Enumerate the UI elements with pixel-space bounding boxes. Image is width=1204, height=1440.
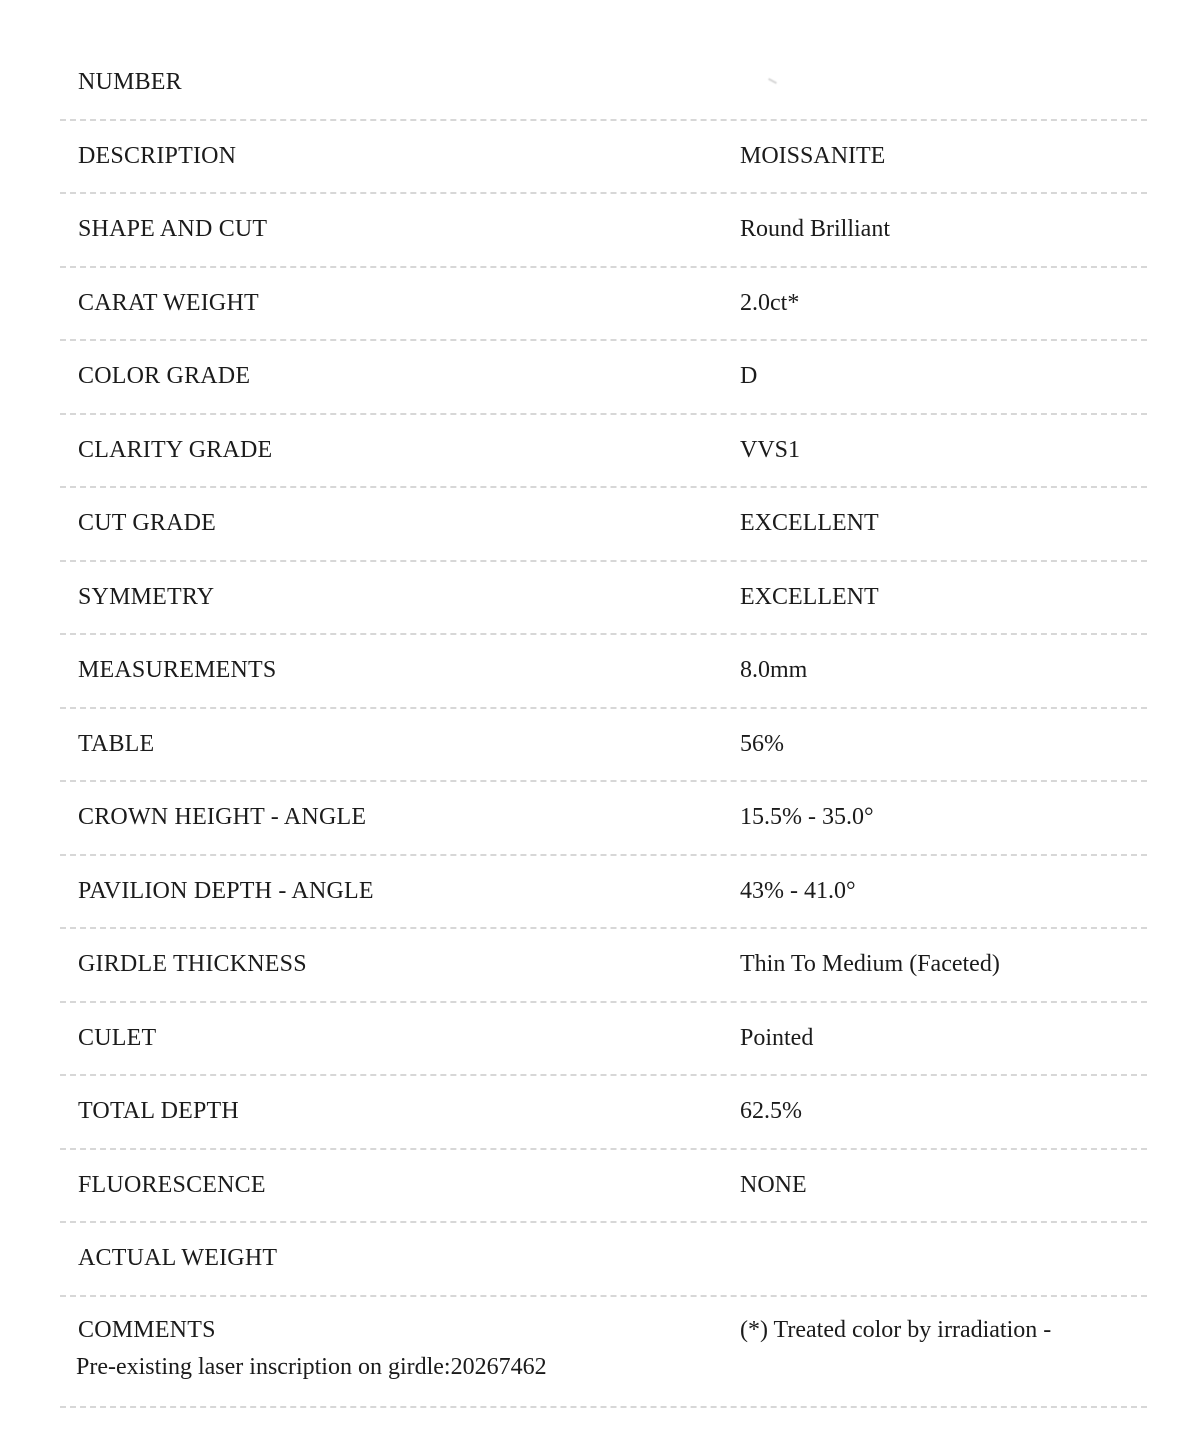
- table-row: [60, 709, 1147, 783]
- row-label: CROWN HEIGHT - ANGLE: [78, 804, 367, 831]
- row-value: 62.5%: [740, 1098, 802, 1125]
- row-value: 43% - 41.0°: [740, 877, 856, 904]
- table-row: [60, 121, 1147, 195]
- row-label: MEASUREMENTS: [78, 657, 277, 684]
- row-value: 56%: [740, 730, 784, 757]
- row-value: VVS1: [740, 436, 801, 463]
- table-row: [60, 1003, 1147, 1077]
- certificate-table: [60, 47, 1147, 1408]
- row-label: NUMBER: [78, 69, 182, 96]
- row-value: D: [740, 363, 758, 390]
- row-value: EXCELLENT: [740, 510, 879, 537]
- row-label: CUT GRADE: [78, 510, 217, 537]
- row-label: DESCRIPTION: [78, 142, 237, 169]
- table-row: [60, 415, 1147, 489]
- row-label: COMMENTS: [78, 1316, 216, 1343]
- table-row: [60, 929, 1147, 1003]
- row-value: Pointed: [740, 1024, 814, 1051]
- row-label: FLUORESCENCE: [78, 1171, 266, 1198]
- table-row: [60, 1076, 1147, 1150]
- row-value: Thin To Medium (Faceted): [740, 951, 1000, 978]
- row-label: SHAPE AND CUT: [78, 216, 268, 243]
- row-label: CULET: [78, 1024, 157, 1051]
- erased-number-smudge: [766, 79, 780, 89]
- row-label: SYMMETRY: [78, 583, 215, 610]
- row-label: PAVILION DEPTH - ANGLE: [78, 877, 374, 904]
- row-label: TABLE: [78, 730, 155, 757]
- row-label: COLOR GRADE: [78, 363, 251, 390]
- table-row: [60, 856, 1147, 930]
- row-label: ACTUAL WEIGHT: [78, 1245, 278, 1272]
- table-row: [60, 194, 1147, 268]
- row-value: 2.0ct*: [740, 289, 800, 316]
- row-value: NONE: [740, 1171, 807, 1198]
- row-value: Round Brilliant: [740, 216, 890, 243]
- row-value: 15.5% - 35.0°: [740, 804, 874, 831]
- table-row: [60, 1223, 1147, 1297]
- table-row: [60, 562, 1147, 636]
- table-row: [60, 1297, 1147, 1408]
- table-row: [60, 635, 1147, 709]
- table-row: [60, 268, 1147, 342]
- row-value: EXCELLENT: [740, 583, 879, 610]
- table-row: [60, 1150, 1147, 1224]
- row-label: CLARITY GRADE: [78, 436, 273, 463]
- table-row: [60, 782, 1147, 856]
- row-value: (*) Treated color by irradiation -: [740, 1316, 1052, 1343]
- row-value: MOISSANITE: [740, 142, 886, 169]
- row-value: 8.0mm: [740, 657, 808, 684]
- row-label: GIRDLE THICKNESS: [78, 951, 307, 978]
- row-extra-note: Pre-existing laser inscription on girdle:20267462: [76, 1353, 547, 1380]
- table-row: [60, 341, 1147, 415]
- row-label: CARAT WEIGHT: [78, 289, 259, 316]
- row-label: TOTAL DEPTH: [78, 1098, 239, 1125]
- table-row: [60, 47, 1147, 121]
- table-row: [60, 488, 1147, 562]
